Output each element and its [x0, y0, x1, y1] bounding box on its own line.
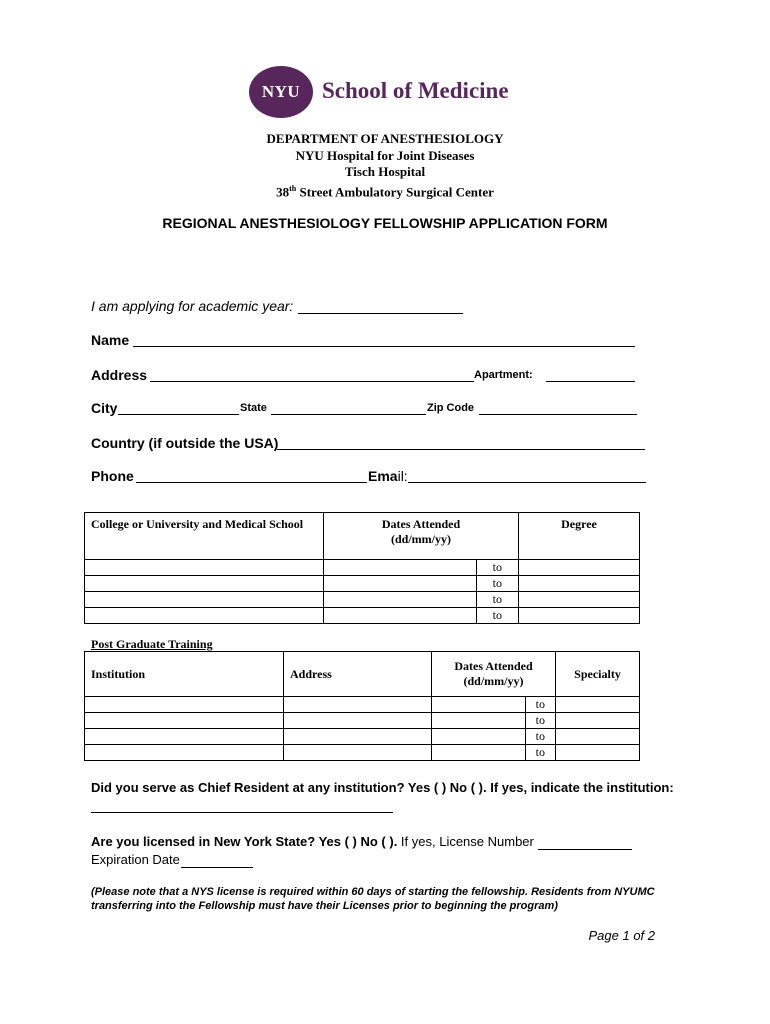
postgrad-col-address: Address	[284, 652, 432, 697]
table-row: to	[85, 697, 640, 713]
email-field[interactable]	[408, 482, 646, 483]
state-label: State	[240, 402, 267, 414]
logo-badge-text: NYU	[261, 82, 301, 101]
license-question: Are you licensed in New York State? Yes ( ) No ( ). If yes, License Number	[91, 834, 534, 849]
department-header	[0, 131, 770, 200]
zip-label: Zip Code	[427, 402, 475, 414]
header-line-3: Tisch Hospital	[344, 164, 426, 179]
table-row: to	[85, 576, 640, 592]
address-field[interactable]	[150, 381, 474, 382]
postgrad-title: Post Graduate Training	[91, 637, 213, 651]
table-row: to	[85, 729, 640, 745]
education-col-school: College or University and Medical School	[85, 513, 324, 560]
logo-name: School of Medicine	[322, 78, 509, 103]
state-field[interactable]	[271, 414, 426, 415]
header-line-4: 38th Street Ambulatory Surgical Center	[276, 183, 494, 199]
license-note: (Please note that a NYS license is required within 60 days of starting the fellowship. Residents from NYUMC transferring into the Fellowship must have their Licenses prior to beginning the program)	[91, 886, 655, 912]
table-row: to	[85, 560, 640, 576]
postgrad-col-institution: Institution	[85, 652, 284, 697]
country-label: Country (if outside the USA)	[91, 435, 279, 451]
address-label: Address	[91, 367, 148, 383]
zip-field[interactable]	[479, 414, 637, 415]
apartment-label: Apartment:	[474, 369, 533, 381]
education-col-dates: Dates Attended (dd/mm/yy)	[324, 513, 519, 560]
apartment-field[interactable]	[546, 381, 635, 382]
table-row: to	[85, 592, 640, 608]
postgrad-col-dates: Dates Attended (dd/mm/yy)	[432, 652, 556, 697]
page-number: Page 1 of 2	[588, 928, 655, 943]
form-title: REGIONAL ANESTHESIOLOGY FELLOWSHIP APPLICATION FORM	[162, 215, 608, 231]
name-field[interactable]	[133, 346, 635, 347]
table-row: to	[85, 745, 640, 761]
city-label: City	[91, 400, 118, 416]
postgrad-table	[84, 651, 640, 761]
expiration-date-label: Expiration Date	[91, 852, 180, 867]
academic-year-field[interactable]	[298, 313, 463, 314]
chief-resident-question: Did you serve as Chief Resident at any institution? Yes ( ) No ( ). If yes, indicate the institution:	[91, 780, 674, 795]
table-row: to	[85, 608, 640, 624]
academic-year-label: I am applying for academic year:	[91, 298, 294, 314]
header-line-2: NYU Hospital for Joint Diseases	[295, 147, 475, 163]
education-col-degree: Degree	[519, 513, 640, 560]
country-field[interactable]	[277, 449, 645, 450]
chief-resident-institution-field[interactable]	[91, 812, 393, 813]
table-row: to	[85, 713, 640, 729]
phone-label: Phone	[91, 468, 134, 484]
email-label: Email:	[368, 468, 408, 484]
phone-field[interactable]	[136, 482, 367, 483]
city-field[interactable]	[118, 414, 239, 415]
education-table	[84, 512, 640, 624]
expiration-date-field[interactable]	[181, 867, 253, 868]
header-line-1: DEPARTMENT OF ANESTHESIOLOGY	[266, 131, 504, 146]
license-number-field[interactable]	[538, 849, 632, 850]
postgrad-col-specialty: Specialty	[556, 652, 640, 697]
name-label: Name	[91, 332, 130, 348]
